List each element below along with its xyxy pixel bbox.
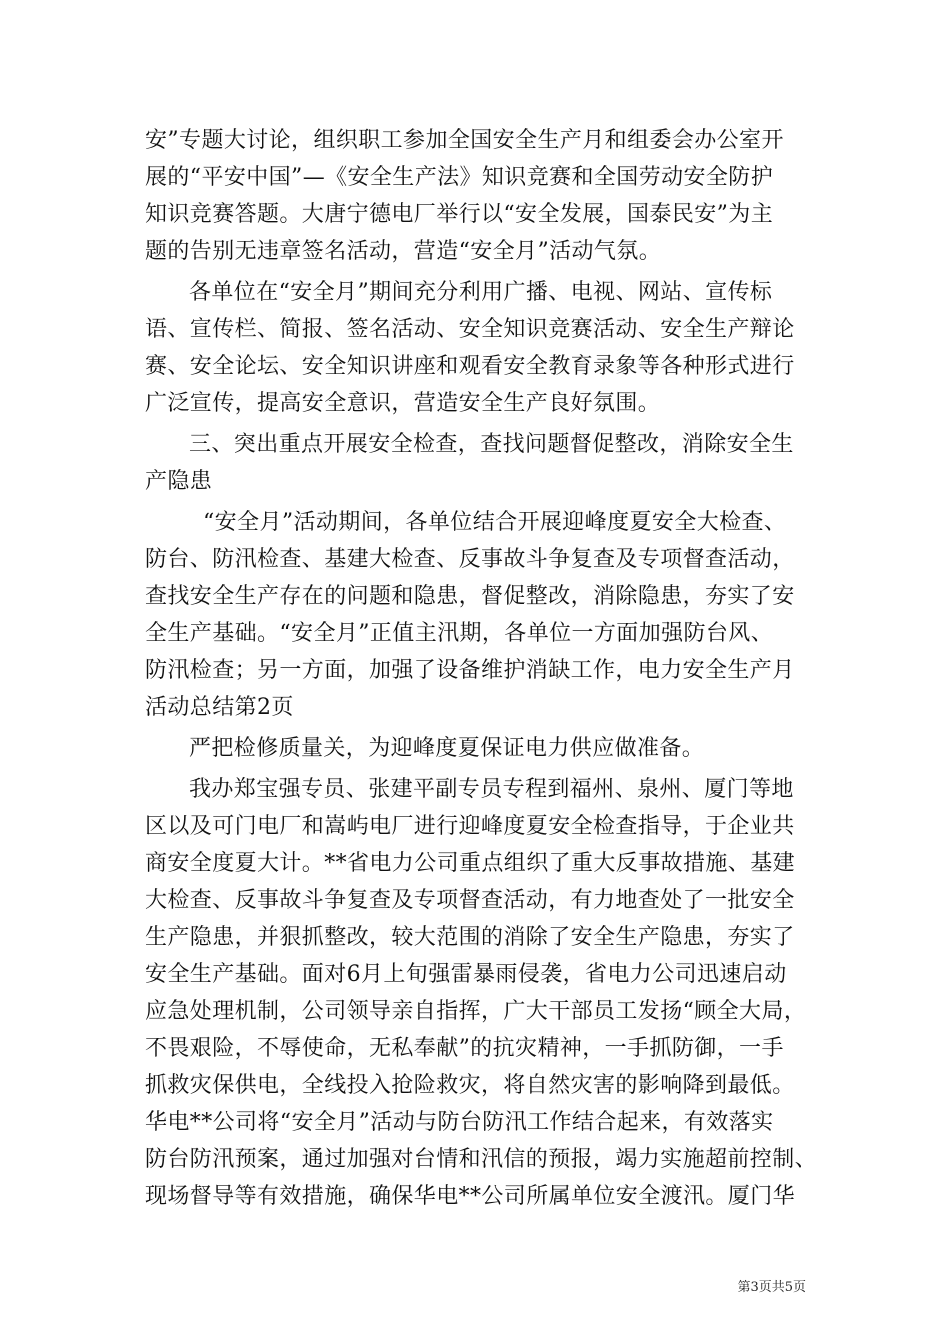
- text-line: 三、突出重点开展安全检查，查找问题督促整改，消除安全生: [189, 432, 794, 457]
- text-line: 安”专题大讨论，组织职工参加全国安全生产月和组委会办公室开: [145, 128, 784, 153]
- text-line: 产隐患: [145, 469, 213, 494]
- paragraph-4: [145, 504, 825, 726]
- paragraph-1: [145, 122, 825, 270]
- paragraph-2: [145, 274, 825, 422]
- text-line: 语、宣传栏、简报、签名活动、安全知识竞赛活动、安全生产辩论: [145, 317, 795, 342]
- text-line: 商安全度夏大计。**省电力公司重点组织了重大反事故措施、基建: [145, 851, 796, 876]
- text-line: 抓救灾保供电，全线投入抢险救灾，将自然灾害的影响降到最低。: [145, 1073, 795, 1098]
- document-body: [145, 122, 825, 1215]
- text-line: 赛、安全论坛、安全知识讲座和观看安全教育录象等各种形式进行: [145, 354, 795, 379]
- text-line: 华电**公司将“安全月”活动与防台防汛工作结合起来，有效落实: [145, 1110, 774, 1135]
- text-line: 活动总结第2页: [145, 695, 294, 720]
- text-line: 防台、防汛检查、基建大检查、反事故斗争复查及专项督查活动，: [145, 547, 795, 572]
- text-line: 生产隐患，并狠抓整改，较大范围的消除了安全生产隐患，夯实了: [145, 925, 795, 950]
- text-line: 展的“平安中国”—《安全生产法》知识竞赛和全国劳动安全防护: [145, 165, 774, 190]
- section-heading: [145, 426, 825, 500]
- text-line: 安全生产基础。面对6月上旬强雷暴雨侵袭，省电力公司迅速启动: [145, 962, 787, 987]
- text-line: 知识竞赛答题。大唐宁德电厂举行以“安全发展，国泰民安”为主: [145, 202, 774, 227]
- text-line: 区以及可门电厂和嵩屿电厂进行迎峰度夏安全检查指导，于企业共: [145, 814, 795, 839]
- text-line: 大检查、反事故斗争复查及专项督查活动，有力地查处了一批安全: [145, 888, 795, 913]
- text-line: 防汛检查；另一方面，加强了设备维护消缺工作，电力安全生产月: [145, 658, 795, 683]
- text-line: 全生产基础。“安全月”正值主汛期，各单位一方面加强防台风、: [145, 621, 774, 646]
- text-line: 应急处理机制，公司领导亲自指挥，广大干部员工发扬“顾全大局，: [145, 999, 807, 1024]
- text-line: 不畏艰险，不辱使命，无私奉献”的抗灾精神，一手抓防御，一手: [145, 1036, 784, 1061]
- text-line: 我办郑宝强专员、张建平副专员专程到福州、泉州、厦门等地: [189, 777, 794, 802]
- text-line: 查找安全生产存在的问题和隐患，督促整改，消除隐患，夯实了安: [145, 584, 795, 609]
- text-line: 现场督导等有效措施，确保华电**公司所属单位安全渡汛。厦门华: [145, 1184, 796, 1209]
- text-line: 各单位在“安全月”期间充分利用广播、电视、网站、宣传标: [189, 280, 773, 305]
- text-line: 防台防汛预案，通过加强对台情和汛信的预报，竭力实施超前控制、: [145, 1147, 818, 1172]
- text-line: 广泛宣传，提高安全意识，营造安全生产良好氛围。: [145, 391, 661, 416]
- paragraph-6: [145, 771, 825, 1215]
- page-number: 第3页共5页: [737, 1280, 806, 1295]
- text-line: 题的告别无违章签名活动，营造“安全月”活动气氛。: [145, 239, 662, 264]
- text-line: “安全月”活动期间，各单位结合开展迎峰度夏安全大检查、: [203, 510, 787, 535]
- paragraph-5: [145, 730, 825, 767]
- text-line: 严把检修质量关，为迎峰度夏保证电力供应做准备。: [189, 736, 705, 761]
